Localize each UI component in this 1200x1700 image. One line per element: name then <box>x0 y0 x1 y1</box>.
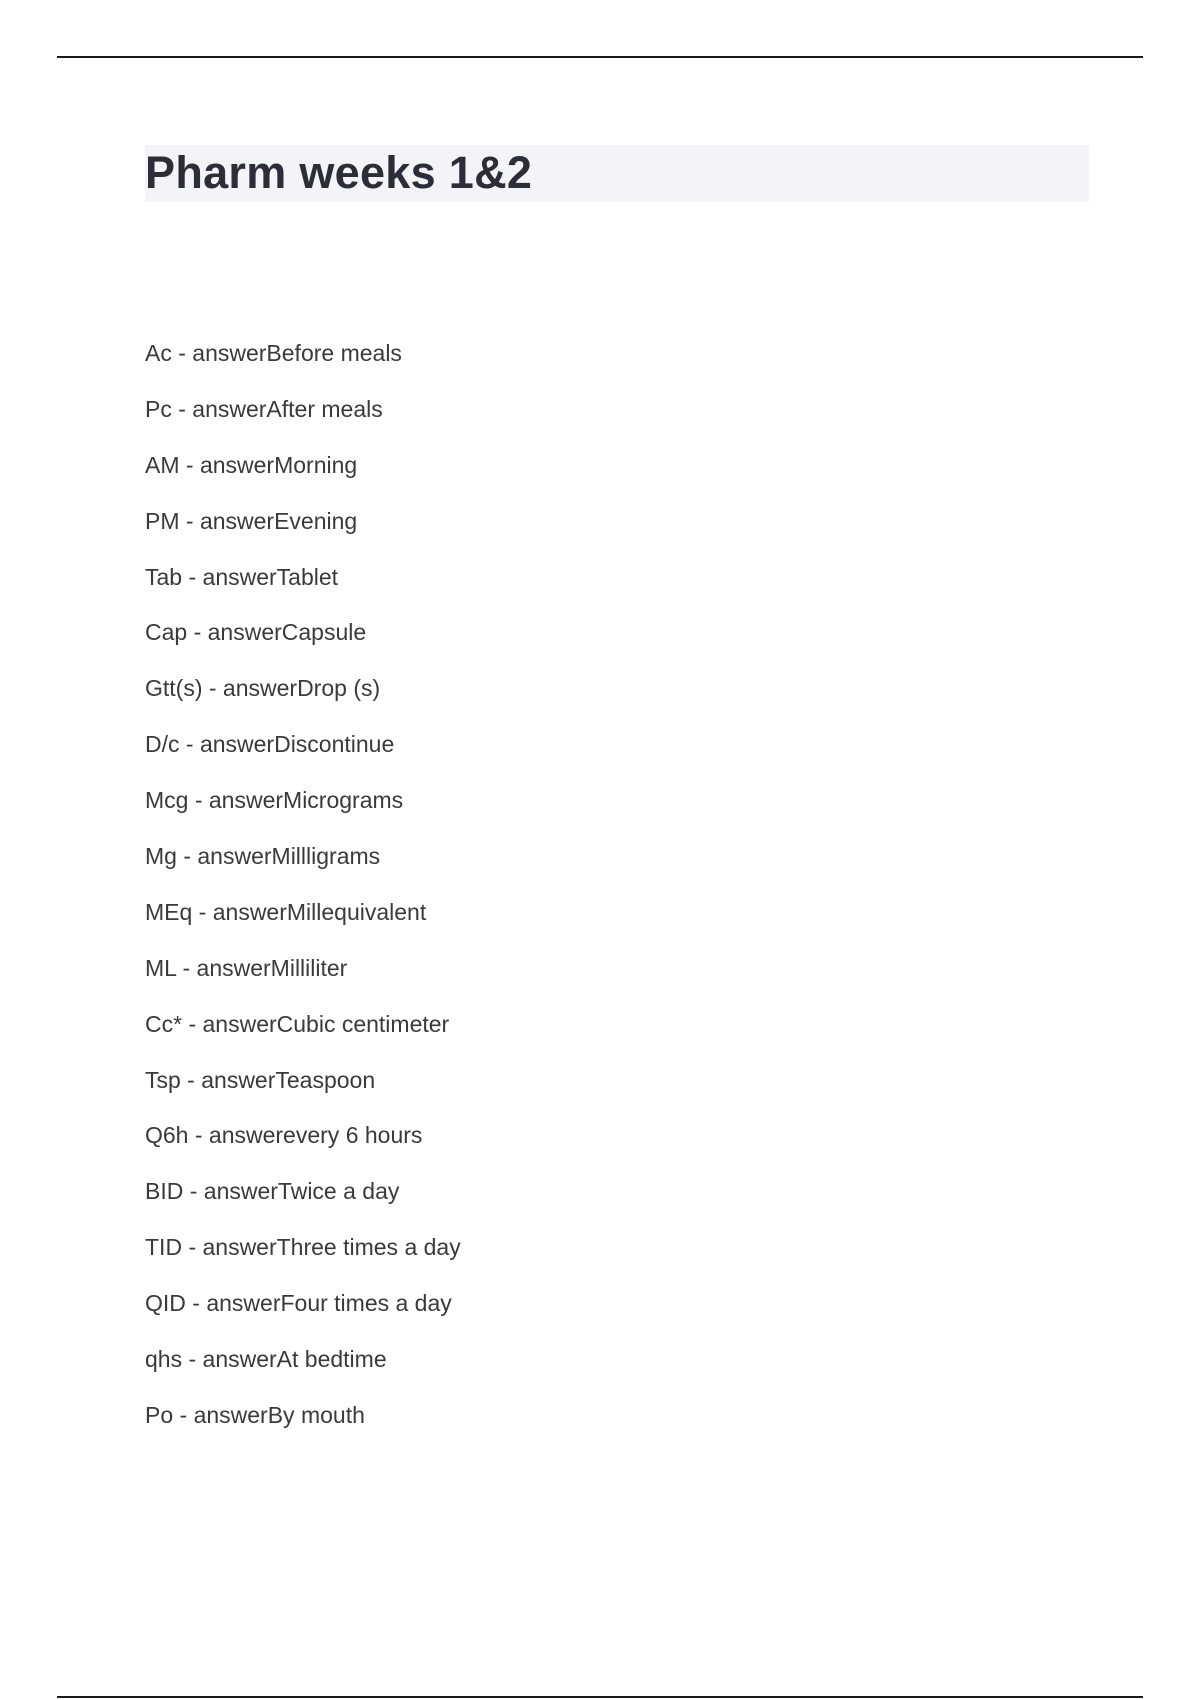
page-title: Pharm weeks 1&2 <box>145 147 533 198</box>
list-item: Tab - answerTablet <box>145 563 339 590</box>
list-item: Cc* - answerCubic centimeter <box>145 1010 450 1037</box>
list-item: Po - answerBy mouth <box>145 1401 365 1428</box>
list-item: D/c - answerDiscontinue <box>145 731 395 758</box>
list-item: PM - answerEvening <box>145 507 358 534</box>
list-item: Q6h - answerevery 6 hours <box>145 1122 423 1149</box>
flashcard-list <box>145 335 461 1453</box>
list-item: Mg - answerMillligrams <box>145 843 381 870</box>
list-item: MEq - answerMillequivalent <box>145 898 427 925</box>
list-item: Ac - answerBefore meals <box>145 340 402 366</box>
list-item: Pc - answerAfter meals <box>145 395 383 422</box>
list-item: Mcg - answerMicrograms <box>145 787 404 814</box>
top-divider <box>57 56 1143 58</box>
list-item: AM - answerMorning <box>145 451 358 478</box>
list-item: TID - answerThree times a day <box>145 1234 461 1261</box>
list-item: Gtt(s) - answerDrop (s) <box>145 675 381 702</box>
list-item: QID - answerFour times a day <box>145 1290 452 1317</box>
list-item: ML - answerMilliliter <box>145 954 348 981</box>
list-item: Cap - answerCapsule <box>145 619 367 646</box>
list-item: qhs - answerAt bedtime <box>145 1346 387 1373</box>
bottom-divider <box>57 1696 1143 1698</box>
list-item: BID - answerTwice a day <box>145 1178 400 1205</box>
list-item: Tsp - answerTeaspoon <box>145 1066 376 1093</box>
